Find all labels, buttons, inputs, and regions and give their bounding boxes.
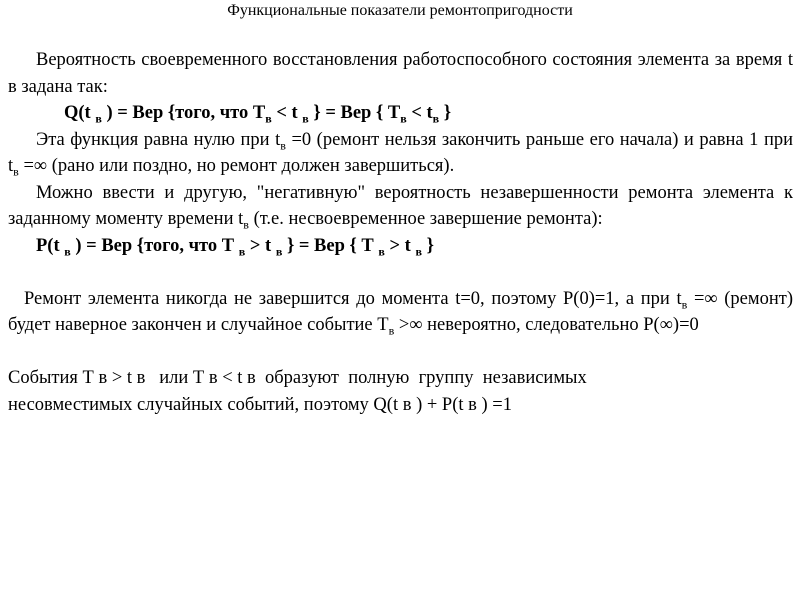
formula-p-part: > t — [249, 235, 272, 256]
formula-q-sub: в — [265, 111, 272, 126]
function-paragraph — [8, 127, 793, 180]
formula-q-part: Q(t — [64, 103, 91, 123]
text-run: Ремонт элемента никогда не завершится до момента t=0, поэтому P(0)=1, а при t — [24, 288, 682, 309]
text-run: =∞ (ремонт) будет наверное закончен и случайное событие Т — [8, 288, 793, 335]
formula-q-part: } = Вер { Т — [313, 103, 401, 123]
spacer — [8, 339, 793, 366]
text-run: Эта функция равна нулю при t — [36, 129, 281, 150]
events-line-1: События Т в > t в или Т в < t в образуют полную группу независимых — [8, 368, 587, 388]
spacer — [8, 259, 793, 286]
formula-p-sub: в — [238, 244, 246, 259]
formula-q-part: ) = Вер {того, что Т — [106, 103, 266, 123]
formula-q-sub: в — [400, 111, 407, 126]
events-paragraph — [8, 365, 793, 418]
subscript: в — [243, 217, 249, 232]
intro-text: Вероятность своевременного восстановления работоспособного состояния элемента за время t в задана так: — [8, 50, 793, 97]
slide-title: Функциональные показатели ремонтопригодности — [227, 2, 573, 19]
formula-p-sub: в — [275, 244, 283, 259]
formula-q — [8, 100, 793, 127]
formula-p-part: } = Вер { Т — [286, 235, 374, 256]
text-run: =∞ (рано или поздно, но ремонт должен завершиться). — [18, 156, 455, 176]
formula-p-part: > t — [389, 235, 411, 256]
repair-paragraph — [8, 286, 793, 339]
formula-q-part: < t — [276, 103, 298, 123]
formula-p-sub: в — [415, 244, 422, 259]
intro-paragraph — [8, 47, 793, 100]
subscript: в — [280, 138, 286, 153]
text-run: =0 (ремонт нельзя закончить раньше его начала) и равна 1 при t — [8, 129, 793, 176]
text-run: >∞ невероятно, следовательно P(∞)=0 — [394, 315, 699, 335]
text-run: Можно ввести и другую, "негативную" вероятность незавершенности ремонта элемента к заданному моменту времени t — [8, 182, 793, 229]
text-run: (т.е. несвоевременное завершение ремонта): — [248, 209, 603, 229]
subscript: в — [388, 323, 395, 338]
formula-p-part: P(t — [36, 235, 60, 256]
formula-p-part: } — [426, 235, 434, 256]
negative-probability-paragraph — [8, 180, 793, 233]
formula-q-sub: в — [432, 111, 440, 126]
subscript: в — [13, 164, 19, 179]
formula-p-part: ) = Вер {того, что Т — [75, 235, 235, 256]
subscript: в — [681, 297, 688, 312]
formula-q-sub: в — [95, 111, 102, 126]
formula-p — [8, 233, 793, 260]
formula-q-part: < t — [411, 103, 433, 123]
formula-p-sub: в — [64, 244, 71, 259]
formula-p-sub: в — [378, 244, 385, 259]
events-line-2: несовместимых случайных событий, поэтому Q(t в ) + P(t в ) =1 — [8, 394, 512, 415]
formula-q-sub: в — [302, 111, 309, 126]
formula-q-part: } — [443, 103, 452, 123]
slide-body — [8, 47, 793, 418]
